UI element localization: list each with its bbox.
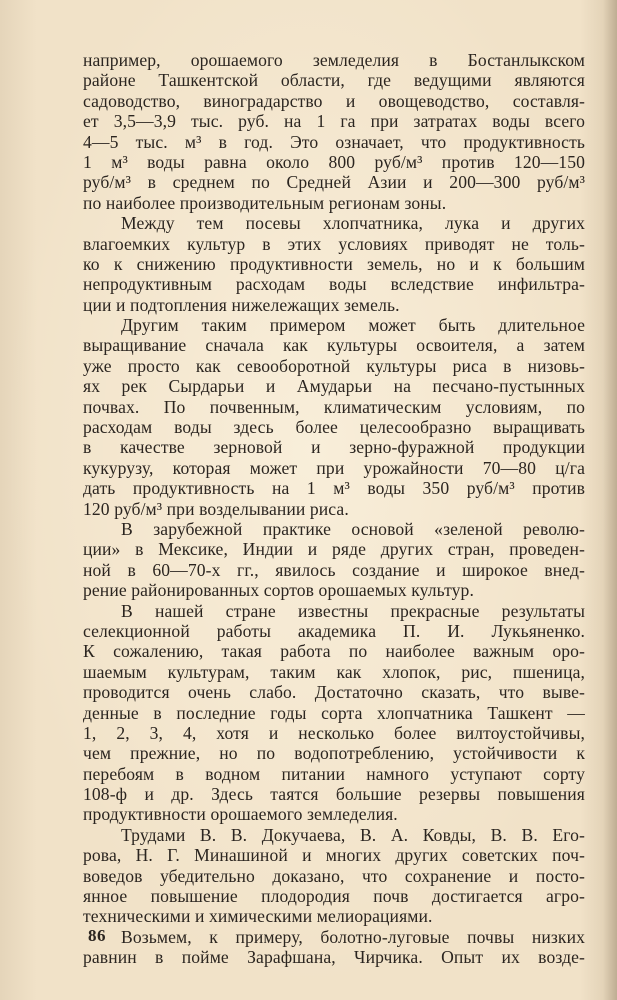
text-line: янное повышение плодородия почв достигается агро- xyxy=(83,886,585,907)
text-line: кукурузу, которая может при урожайности 70—80 ц/га xyxy=(83,457,585,478)
text-line: проводится очень слабо. Достаточно сказать, что выве- xyxy=(83,682,585,703)
text-line: воведов убедительно доказано, что сохранение и посто- xyxy=(83,865,585,886)
text-line: продуктивности орошаемого земледелия. xyxy=(83,804,398,825)
text-line: районе Ташкентской области, где ведущими являются xyxy=(83,70,585,91)
text-line: В нашей стране известны прекрасные результаты xyxy=(121,600,585,621)
text-line: непродуктивным расходам воды вследствие инфильтра- xyxy=(83,274,585,295)
text-line: 1, 2, 3, 4, хотя и несколько более вилтоустойчивы, xyxy=(83,722,585,743)
body-text xyxy=(83,50,585,968)
text-line: 108-ф и др. Здесь таятся большие резервы повышения xyxy=(83,784,585,805)
text-line: расходам воды здесь более целесообразно выращивать xyxy=(83,417,585,438)
text-line: 1 м³ воды равна около 800 руб/м³ против 120—150 xyxy=(83,151,585,172)
text-line: Возьмем, к примеру, болотно-луговые почвы низких xyxy=(121,926,585,947)
text-line: техническими и химическими мелиорациями. xyxy=(83,906,433,927)
text-line: селекционной работы академика П. И. Лукьяненко. xyxy=(83,620,585,641)
text-line: влагоемких культур в этих условиях приводят не толь- xyxy=(83,233,585,254)
text-line: ции» в Мексике, Индии и ряде других стран, проведен- xyxy=(83,539,585,560)
text-line: ко к снижению продуктивности земель, но и к большим xyxy=(83,253,585,274)
text-line: денные в последние годы сорта хлопчатника Ташкент — xyxy=(83,702,585,723)
text-line: ции и подтопления нижележащих земель. xyxy=(83,294,400,315)
text-line: дать продуктивность на 1 м³ воды 350 руб/м³ против xyxy=(83,478,585,499)
text-line: рение районированных сортов орошаемых культур. xyxy=(83,580,474,601)
text-line: ях рек Сырдарьи и Амударьи на песчано-пустынных xyxy=(83,376,585,397)
text-line: например, орошаемого земледелия в Бостанлыкском xyxy=(83,50,585,70)
text-line: К сожалению, такая работа по наиболее важным оро- xyxy=(83,641,585,662)
text-line: уже просто как севооборотной культуры риса в низовь- xyxy=(83,355,585,376)
text-line: перебоям в водном питании намного уступают сорту xyxy=(83,763,585,784)
text-line: выращивание сначала как культуры освоителя, а затем xyxy=(83,335,585,356)
text-line: В зарубежной практике основой «зеленой револю- xyxy=(121,518,585,539)
text-line: Другим таким примером может быть длительное xyxy=(121,315,585,336)
text-line: 120 руб/м³ при возделывании риса. xyxy=(83,498,349,519)
text-line: почвах. По почвенным, климатическим условиям, по xyxy=(83,396,585,417)
page-number: 86 xyxy=(88,926,106,945)
text-line: садоводство, виноградарство и овощеводство, составля- xyxy=(83,90,585,111)
text-line: 4—5 тыс. м³ в год. Это означает, что продуктивность xyxy=(83,131,585,152)
text-line: равнин в пойме Зарафшана, Чирчика. Опыт их возде- xyxy=(83,947,585,968)
text-line: в качестве зерновой и зерно-фуражной продукции xyxy=(83,437,585,458)
text-line: чем прежние, но по водопотреблению, устойчивости к xyxy=(83,743,585,764)
text-line: ной в 60—70-х гг., явилось создание и широкое внед- xyxy=(83,559,585,580)
text-line: ет 3,5—3,9 тыс. руб. на 1 га при затратах воды всего xyxy=(83,111,585,132)
text-line: Трудами В. В. Докучаева, В. А. Ковды, В. В. Его- xyxy=(121,824,585,845)
text-line: шаемым культурам, таким как хлопок, рис, пшеница, xyxy=(83,661,585,682)
page-edge-shadow xyxy=(603,0,617,1000)
text-line: руб/м³ в среднем по Средней Азии и 200—300 руб/м³ xyxy=(83,172,585,193)
text-line: Между тем посевы хлопчатника, лука и других xyxy=(121,213,585,234)
text-line: рова, Н. Г. Минашиной и многих других советских поч- xyxy=(83,845,585,866)
text-line: по наиболее производительным регионам зоны. xyxy=(83,192,447,213)
